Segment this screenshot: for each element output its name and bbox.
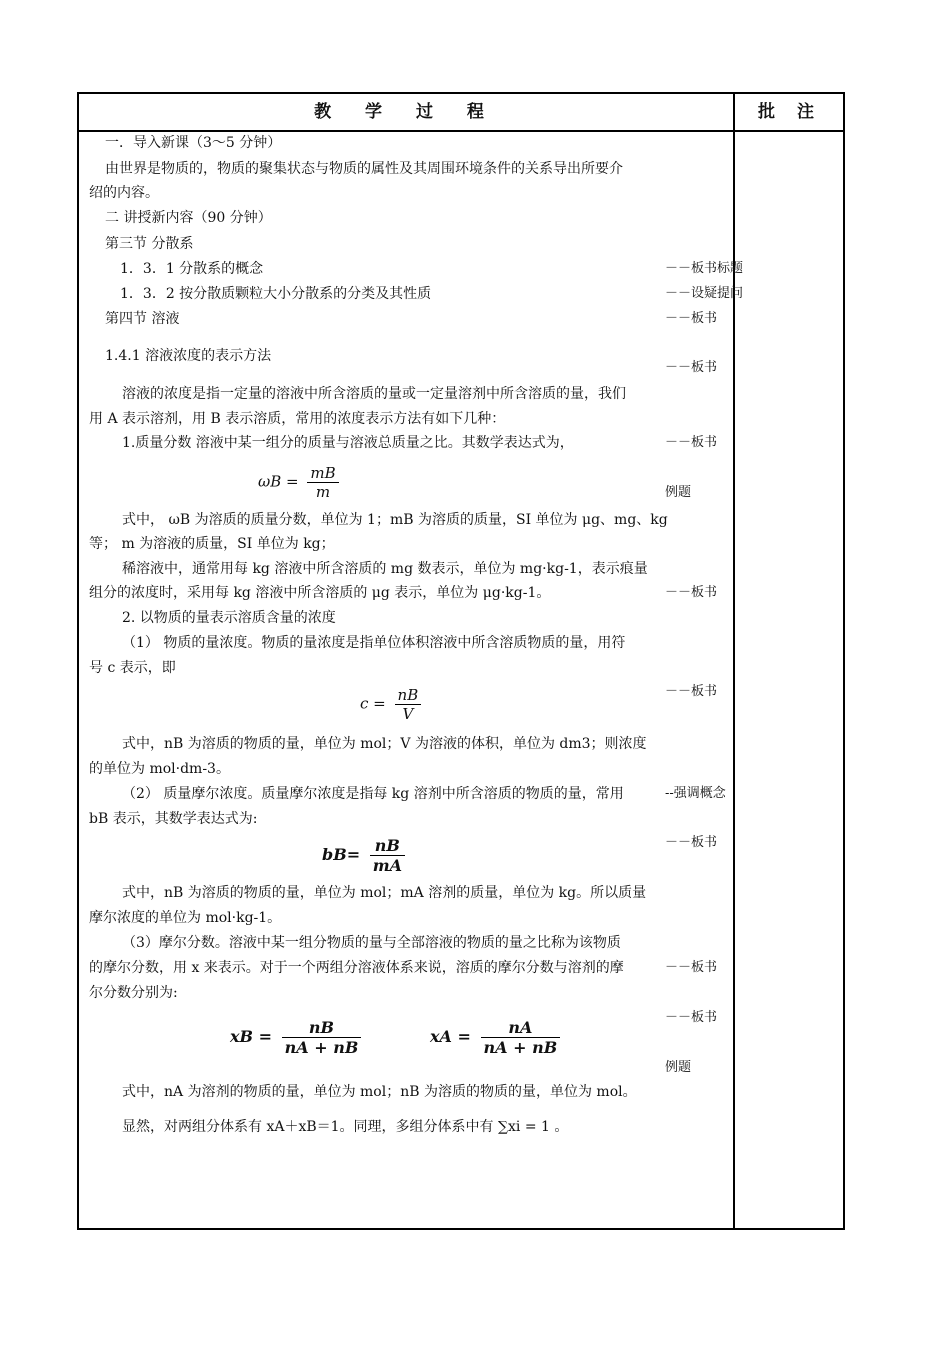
note-item: －－板书 <box>665 835 718 850</box>
text-line: 式中，nB 为溶质的物质的量，单位为 mol；V 为溶液的体积，单位为 dm3；则浓度 <box>122 736 647 752</box>
text-line: 的单位为 mol·dm-3。 <box>89 761 230 777</box>
text-line: 1.4.1 溶液浓度的表示方法 <box>105 348 272 364</box>
text-line: （3）摩尔分数。溶液中某一组分物质的量与全部溶液的物质的量之比称为该物质 <box>122 935 621 951</box>
note-item: －－板书标题 <box>665 261 744 276</box>
text-line: 式中， ωB 为溶质的质量分数，单位为 1；mB 为溶质的质量，SI 单位为 μg、mg、kg <box>122 512 668 528</box>
formula-mass-fraction: ωB = $\frac{mB}{m}$ <box>258 464 339 501</box>
header-divider <box>79 130 843 132</box>
text-line: 第四节 溶液 <box>105 311 180 327</box>
text-line: 式中，nA 为溶剂的物质的量，单位为 mol；nB 为溶质的物质的量，单位为 mol。 <box>122 1084 637 1100</box>
note-item: 例题 <box>665 485 692 500</box>
text-line: 显然，对两组分体系有 xA＋xB＝1。同理，多组分体系中有 ∑xi = 1 。 <box>122 1119 569 1135</box>
text-line: 溶液的浓度是指一定量的溶液中所含溶质的量或一定量溶剂中所含溶质的量，我们 <box>122 386 626 402</box>
note-item: －－板书 <box>665 360 718 375</box>
header-teaching-process: 教 学 过 程 <box>314 102 498 122</box>
text-line: 稀溶液中，通常用每 kg 溶液中所含溶质的 mg 数表示，单位为 mg·kg-1，表示痕量 <box>122 561 648 577</box>
text-line: 1．3．1 分散系的概念 <box>120 261 264 277</box>
note-item: 例题 <box>665 1060 692 1075</box>
text-line: 等； m 为溶液的质量，SI 单位为 kg； <box>89 536 335 552</box>
note-item: －－板书 <box>665 311 718 326</box>
text-line: 1.质量分数 溶液中某一组分的质量与溶液总质量之比。其数学表达式为， <box>122 435 574 451</box>
text-line: （2） 质量摩尔浓度。质量摩尔浓度是指每 kg 溶剂中所含溶质的物质的量，常用 <box>122 786 624 802</box>
text-line: （1） 物质的量浓度。物质的量浓度是指单位体积溶液中所含溶质物质的量，用符 <box>122 635 626 651</box>
text-line: 摩尔浓度的单位为 mol·kg-1。 <box>89 910 282 926</box>
formula-mole-fraction-solvent: xA = $\frac{nA}{nA + nB}$ <box>430 1018 560 1057</box>
text-line: 式中，nB 为溶质的物质的量，单位为 mol；mA 溶剂的质量，单位为 kg。所以质量 <box>122 885 647 901</box>
header-notes: 批 注 <box>758 102 822 122</box>
formula-amount-concentration: c = $\frac{nB}{V}$ <box>360 686 421 723</box>
note-item: －－设疑提问 <box>665 286 744 301</box>
text-line: 的摩尔分数，用 x 来表示。对于一个两组分溶液体系来说，溶质的摩尔分数与溶剂的摩 <box>89 960 624 976</box>
text-line: 号 c 表示，即 <box>89 660 176 676</box>
text-line: 绍的内容。 <box>89 185 159 201</box>
text-line: 二 讲授新内容（90 分钟） <box>105 210 272 226</box>
text-line: 组分的浓度时，采用每 kg 溶液中所含溶质的 μg 表示，单位为 μg·kg-1。 <box>89 585 551 601</box>
note-item: －－板书 <box>665 585 718 600</box>
text-line: 2. 以物质的量表示溶质含量的浓度 <box>122 610 336 626</box>
text-line: 第三节 分散系 <box>105 236 194 252</box>
text-line: 尔分数分别为: <box>89 985 178 1001</box>
formula-molality: bB= $\frac{nB}{mA}$ <box>322 836 405 875</box>
text-line: 用 A 表示溶剂，用 B 表示溶质，常用的浓度表示方法有如下几种： <box>89 411 506 427</box>
note-item: －－板书 <box>665 435 718 450</box>
note-item: －－板书 <box>665 1010 718 1025</box>
note-item: --强调概念 <box>665 786 726 801</box>
text-line: bB 表示，其数学表达式为: <box>89 811 258 827</box>
text-line: 由世界是物质的，物质的聚集状态与物质的属性及其周围环境条件的关系导出所要介 <box>105 161 623 177</box>
text-line: 1．3．2 按分散质颗粒大小分散系的分类及其性质 <box>120 286 432 302</box>
note-item: －－板书 <box>665 684 718 699</box>
note-item: －－板书 <box>665 960 718 975</box>
text-line: 一．导入新课（3～5 分钟） <box>105 135 282 151</box>
formula-mole-fraction-solute: xB = $\frac{nB}{nA + nB}$ <box>230 1018 361 1057</box>
